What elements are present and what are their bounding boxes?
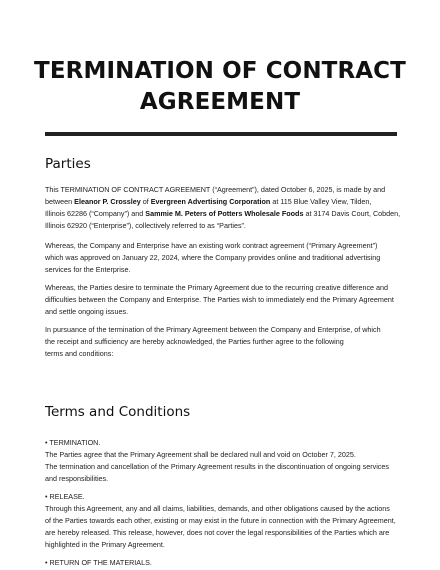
text-line: Illinois 62286 (“Company”) and Sammie M. Peters of Potters Wholesale Foods at 3174 Davis Court, Cobden, [45,208,401,218]
term-release [45,491,405,551]
text-line: terms and conditions: [45,348,114,358]
text-line: which was approved on January 22, 2024, where the Company provides online and traditional advertising [45,252,381,262]
title-line-1: TERMINATION OF CONTRACT [34,58,406,84]
text-line: In pursuance of the termination of the Primary Agreement between the Company and Enterprise, of which [45,325,381,334]
text-line: Whereas, the Company and Enterprise have an existing work contract agreement (“Primary Agreement”) [45,241,378,250]
text-line: are hereby released. This release, however, does not cover the legal responsibilities of the Parties which are [45,527,390,537]
text-line: difficulties between the Company and Enterprise. The Parties wish to immediately end the Primary Agreement [45,294,394,304]
text-line: This TERMINATION OF CONTRACT AGREEMENT (“Agreement”), dated October 6, 2025, is made by and [45,185,386,194]
party-name: Eleanor P. Crossley [74,196,141,206]
parties-paragraph-4 [45,324,405,360]
party-name: Sammie M. Peters of Potters Wholesale Foods [145,208,304,218]
text-line: Through this Agreement, any and all claims, liabilities, demands, and other obligations caused by the actions [45,503,390,513]
text-line: services for the Enterprise. [45,264,131,274]
text-line: of the Parties towards each other, existing or may exist in the future in connection with the Primary Agreement, [45,515,396,525]
company-name: Evergreen Advertising Corporation [150,196,271,206]
text-line: and settle ongoing issues. [45,306,129,316]
title-line-2: AGREEMENT [139,89,301,115]
text-line: and responsibilities. [45,473,109,483]
text-line: between Eleanor P. Crossley of Evergreen Advertising Corporation at 115 Blue Valley View, Tilden, [45,196,372,206]
parties-paragraph-3 [45,282,405,318]
text-line: the receipt and sufficiency are hereby acknowledged, the Parties further agree to the following [45,336,344,346]
term-title: • TERMINATION. [45,438,101,447]
text-line: Whereas, the Parties desire to terminate the Primary Agreement due to the recurring creative difference and [45,283,389,292]
term-title: • RELEASE. [45,492,85,501]
document-title [20,56,420,118]
title-divider [45,132,397,136]
text-line: highlighted in the Primary Agreement. [45,539,165,549]
section-heading-terms: Terms and Conditions [45,404,191,420]
term-return-of-materials [45,557,405,569]
term-termination [45,437,405,485]
term-title: • RETURN OF THE MATERIALS. [45,558,152,567]
parties-paragraph-1 [45,184,405,232]
section-heading-parties: Parties [45,156,91,172]
parties-paragraph-2 [45,240,405,276]
text-line: The termination and cancellation of the Primary Agreement results in the discontinuation of ongoing services [45,461,389,471]
text-line: The Parties agree that the Primary Agreement shall be declared null and void on October 7, 2025. [45,449,356,459]
text-line: Illinois 62920 (“Enterprise”), collectively referred to as “Parties”. [45,220,246,230]
